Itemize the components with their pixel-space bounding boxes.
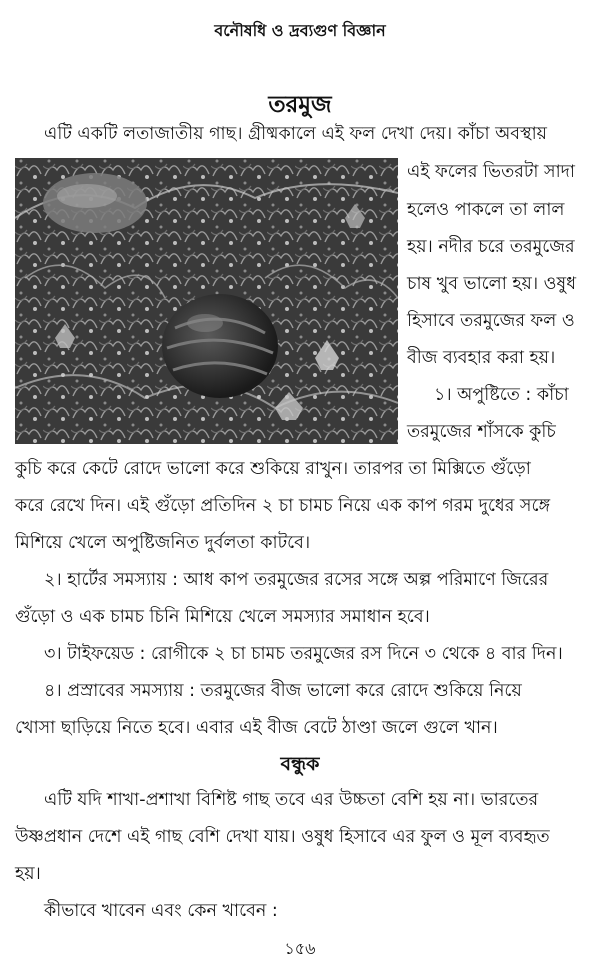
section-title-watermelon: তরমুজ	[268, 92, 332, 118]
remedy-3-line: ৩। টাইফয়েড : রোগীকে ২ চা চামচ তরমুজের রস দিনে ৩ থেকে ৪ বার দিন।	[44, 644, 563, 664]
remedy-2-line: ২। হার্টের সমস্যায় : আধ কাপ তরমুজের রসের সঙ্গে অল্প পরিমাণে জিরের	[44, 570, 549, 590]
side-text-line: এই ফলের ভিতরটা সাদা	[407, 162, 575, 182]
side-text-line: তরমুজের শাঁসকে কুচি	[407, 422, 556, 442]
body-line: করে রেখে দিন। এই গুঁড়ো প্রতিদিন ২ চা চামচ নিয়ে এক কাপ গরম দুধের সঙ্গে	[15, 496, 551, 516]
page-number: ১৫৬	[284, 939, 316, 958]
side-text-line: চাষ খুব ভালো হয়। ওষুধ	[407, 274, 577, 294]
body-line: মিশিয়ে খেলে অপুষ্টিজনিত দুর্বলতা কাটবে।	[15, 533, 311, 553]
remedy-1-heading: ১। অপুষ্টিতে : কাঁচা	[434, 385, 569, 405]
body-line: উষ্ণপ্রধান দেশে এই গাছ বেশি দেখা যায়। ওষুধ হিসাবে এর ফুল ও মূল ব্যবহৃত	[15, 827, 550, 847]
body-line: এটি যদি শাখা-প্রশাখা বিশিষ্ট গাছ তবে এর উচ্চতা বেশি হয় না। ভারতের	[44, 790, 539, 810]
watermelon-field-photo	[15, 158, 398, 444]
side-text-line: হয়। নদীর চরে তরমুজের	[407, 237, 575, 257]
body-line: খোসা ছাড়িয়ে নিতে হবে। এবার এই বীজ বেটে ঠাণ্ডা জলে গুলে খান।	[15, 718, 498, 738]
running-header: বনৌষধি ও দ্রব্যগুণ বিজ্ঞান	[214, 21, 386, 40]
section-title-bandhuk: বন্ধুক	[280, 753, 320, 775]
body-line: কুচি করে কেটে রোদে ভালো করে শুকিয়ে রাখুন। তারপর তা মিক্সিতে গুঁড়ো	[15, 459, 531, 479]
remedy-4-line: ৪। প্রস্রাবের সমস্যায় : তরমুজের বীজ ভালো করে রোদে শুকিয়ে নিয়ে	[44, 681, 522, 701]
side-text-line: হলেও পাকলে তা লাল	[407, 200, 565, 220]
intro-line: এটি একটি লতাজাতীয় গাছ। গ্রীষ্মকালে এই ফল দেখা দেয়। কাঁচা অবস্থায়	[44, 124, 547, 144]
body-line: গুঁড়ো ও এক চামচ চিনি মিশিয়ে খেলে সমস্যার সমাধান হবে।	[15, 607, 430, 627]
body-line: কীভাবে খাবেন এবং কেন খাবেন :	[44, 901, 278, 921]
side-text-line: বীজ ব্যবহার করা হয়।	[407, 348, 556, 368]
body-line: হয়।	[15, 864, 41, 884]
side-text-line: হিসাবে তরমুজের ফল ও	[407, 311, 575, 331]
